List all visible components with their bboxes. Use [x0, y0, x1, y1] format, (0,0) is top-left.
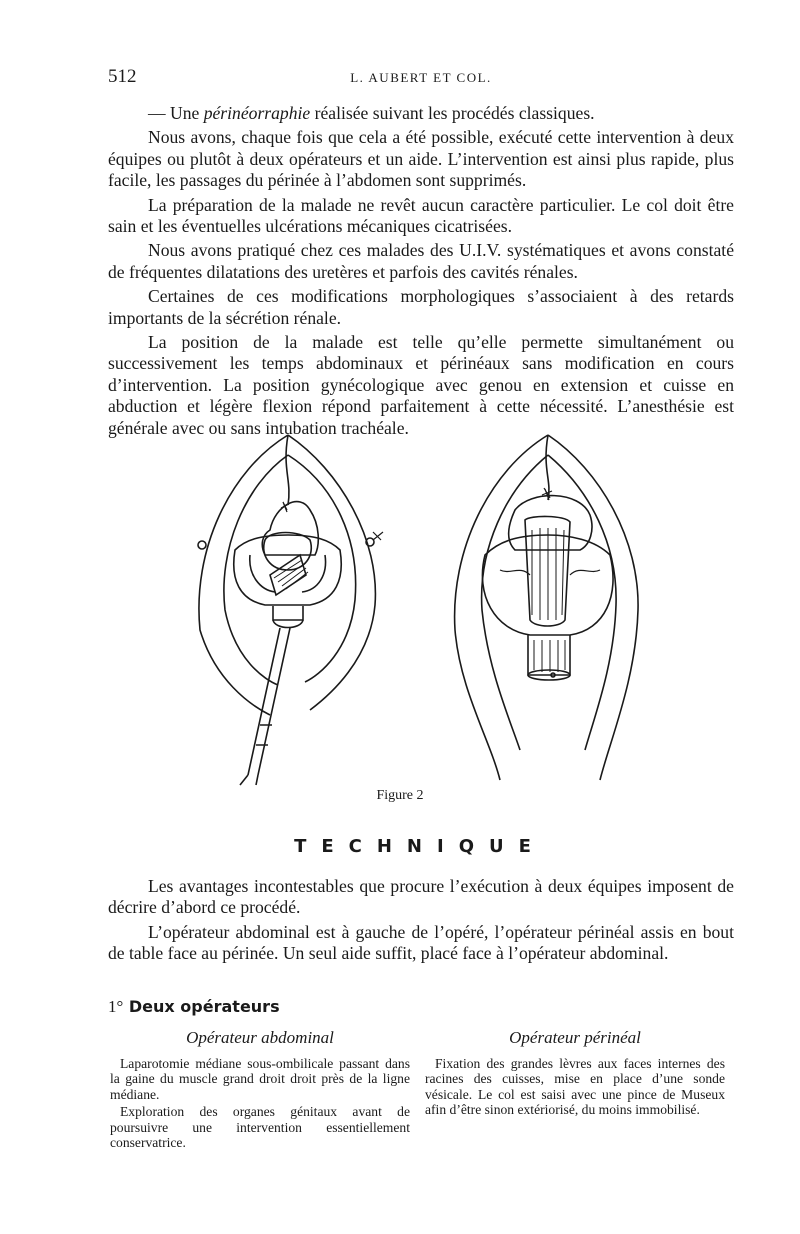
figure-2-illustration [170, 430, 650, 790]
dash-text: — Une [148, 103, 204, 123]
technique-text [108, 876, 734, 968]
paragraph-advantages: Les avantages incontestables que procure l’exécution à deux équipes imposent de décrire d’abord ce procédé. [108, 876, 734, 918]
column-paragraph: Fixation des grandes lèvres aux faces internes des racines des cuisses, mise en place d’une sonde vésicale. Le col est saisi avec une pince de Museux afin d’être sinon extériorisé, du moins immobilisé. [425, 1055, 725, 1117]
column-paragraph: Laparotomie médiane sous-ombilicale passant dans la gaine du muscle grand droit droit près de la ligne médiane. [110, 1055, 410, 1102]
paragraph-modifications: Certaines de ces modifications morphologiques s’associaient à des retards importants de la sécrétion rénale. [108, 286, 734, 328]
page-number: 512 [108, 66, 137, 87]
column-perineal [425, 1030, 725, 1120]
paragraph-preparation: La préparation de la malade ne revêt aucun caractère particulier. Le col doit être sain et les éventuelles ulcérations mécaniques cicatrisées. [108, 194, 734, 237]
column-heading-perineal: Opérateur périnéal [509, 1028, 641, 1047]
page-header [108, 66, 734, 90]
section-title-technique: TECHNIQUE [294, 836, 546, 857]
surgical-drawing [170, 430, 650, 790]
paragraph-rest: réalisée suivant les procédés classiques. [310, 103, 595, 123]
italic-term: périnéorraphie [203, 103, 311, 123]
paragraph-two-teams: Nous avons, chaque fois que cela a été possible, exécuté cette intervention à deux équipes ou plutôt à deux opérateurs et un aide. L’intervention est ainsi plus rapide, plus facile, les passages du périnée à l’abdomen sont supprimés. [108, 127, 734, 191]
column-abdominal [110, 1030, 410, 1153]
left-drawing [198, 435, 383, 785]
subsection-number: 1° [108, 997, 124, 1016]
running-head: L. AUBERT ET COL. [350, 70, 492, 85]
subsection-title: Deux opérateurs [128, 997, 280, 1016]
paragraph-uiv: Nous avons pratiqué chez ces malades des U.I.V. systématiques et avons constaté de fréquentes dilatations des uretères et parfois des cavités rénales. [108, 240, 734, 282]
column-heading-abdominal: Opérateur abdominal [186, 1028, 334, 1047]
paragraph-operator-position: L’opérateur abdominal est à gauche de l’opéré, l’opérateur périnéal assis en bout de table face au périnée. Un seul aide suffit, placé face à l’opérateur abdominal. [108, 921, 734, 964]
figure-caption: Figure 2 [376, 788, 424, 803]
column-paragraph: Exploration des organes génitaux avant de poursuivre une intervention essentiellement conservatrice. [110, 1104, 410, 1150]
body-text [108, 103, 734, 442]
paragraph-position: La position de la malade est telle qu’elle permette simultanément ou successivement les temps abdominaux et périnéaux sans modification en cours d’intervention. La position gynécologique avec genou en extension et cuisse en abduction et légère flexion répond parfaitement à cette nécessité. L’anesthésie est générale avec ou sans intubation trachéale. [108, 332, 734, 438]
right-drawing [455, 435, 638, 780]
paragraph-perineorraphie [108, 103, 734, 124]
subsection-heading [108, 997, 280, 1017]
